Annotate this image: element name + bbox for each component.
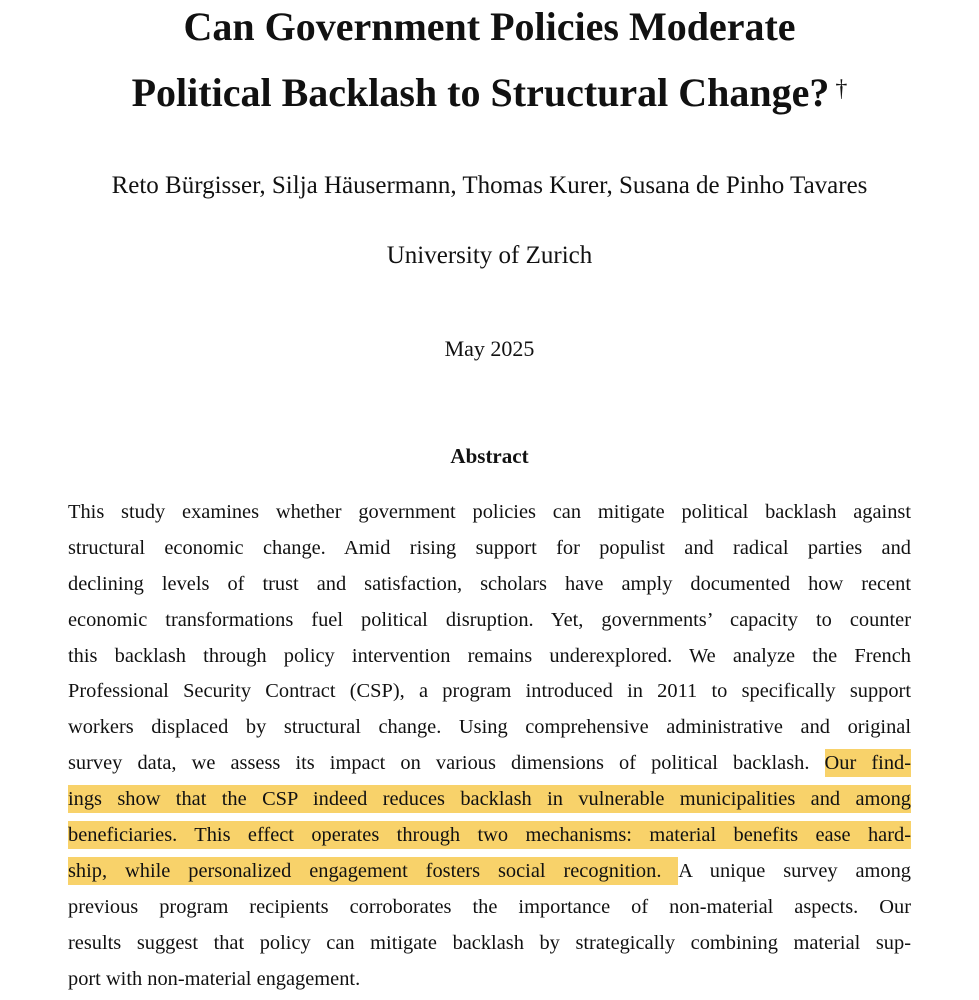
abstract-line: ship, while personalized engagement fosters social recognition. A unique survey among: [68, 854, 911, 890]
abstract-line: port with non-material engagement.: [68, 967, 361, 990]
highlighted-text: beneficiaries. This effect operates through two mechanisms: material benefits ease hard-: [68, 821, 911, 849]
abstract-line: structural economic change. Amid rising support for populist and radical parties and: [68, 536, 911, 559]
abstract-line: economic transformations fuel political disruption. Yet, governments’ capacity to counter: [68, 608, 911, 631]
abstract-line: This study examines whether government policies can mitigate political backlash against: [68, 501, 911, 523]
title-line-1: Can Government Policies Moderate: [183, 4, 796, 49]
affiliation: University of Zurich: [386, 242, 593, 269]
abstract-line: workers displaced by structural change. Using comprehensive administrative and original: [68, 716, 911, 739]
publication-date: May 2025: [444, 336, 535, 361]
abstract-line: survey data, we assess its impact on various dimensions of political backlash. Our find-: [68, 746, 911, 782]
abstract-line: previous program recipients corroborates the importance of non-material aspects. Our: [68, 895, 911, 918]
abstract-line: [68, 782, 911, 818]
title-footnote-mark: †: [835, 76, 848, 102]
abstract-body: [68, 495, 911, 997]
paper-title: [0, 0, 979, 126]
highlighted-text: ship, while personalized engagement fosters social recognition.: [68, 857, 678, 885]
abstract-line: declining levels of trust and satisfaction, scholars have amply documented how recent: [68, 572, 911, 595]
highlighted-text: Our find-: [825, 749, 911, 777]
abstract-line: Professional Security Contract (CSP), a program introduced in 2011 to specifically support: [68, 680, 911, 703]
abstract-line: this backlash through policy intervention remains underexplored. We analyze the French: [68, 644, 911, 667]
title-line-2: Political Backlash to Structural Change?: [131, 70, 830, 115]
abstract-heading: Abstract: [450, 444, 529, 468]
highlighted-text: ings show that the CSP indeed reduces backlash in vulnerable municipalities and among: [68, 785, 911, 813]
abstract-line: results suggest that policy can mitigate backlash by strategically combining material sup-: [68, 931, 911, 954]
author-list: Reto Bürgisser, Silja Häusermann, Thomas Kurer, Susana de Pinho Tavares: [111, 172, 868, 199]
abstract-line: [68, 818, 911, 854]
